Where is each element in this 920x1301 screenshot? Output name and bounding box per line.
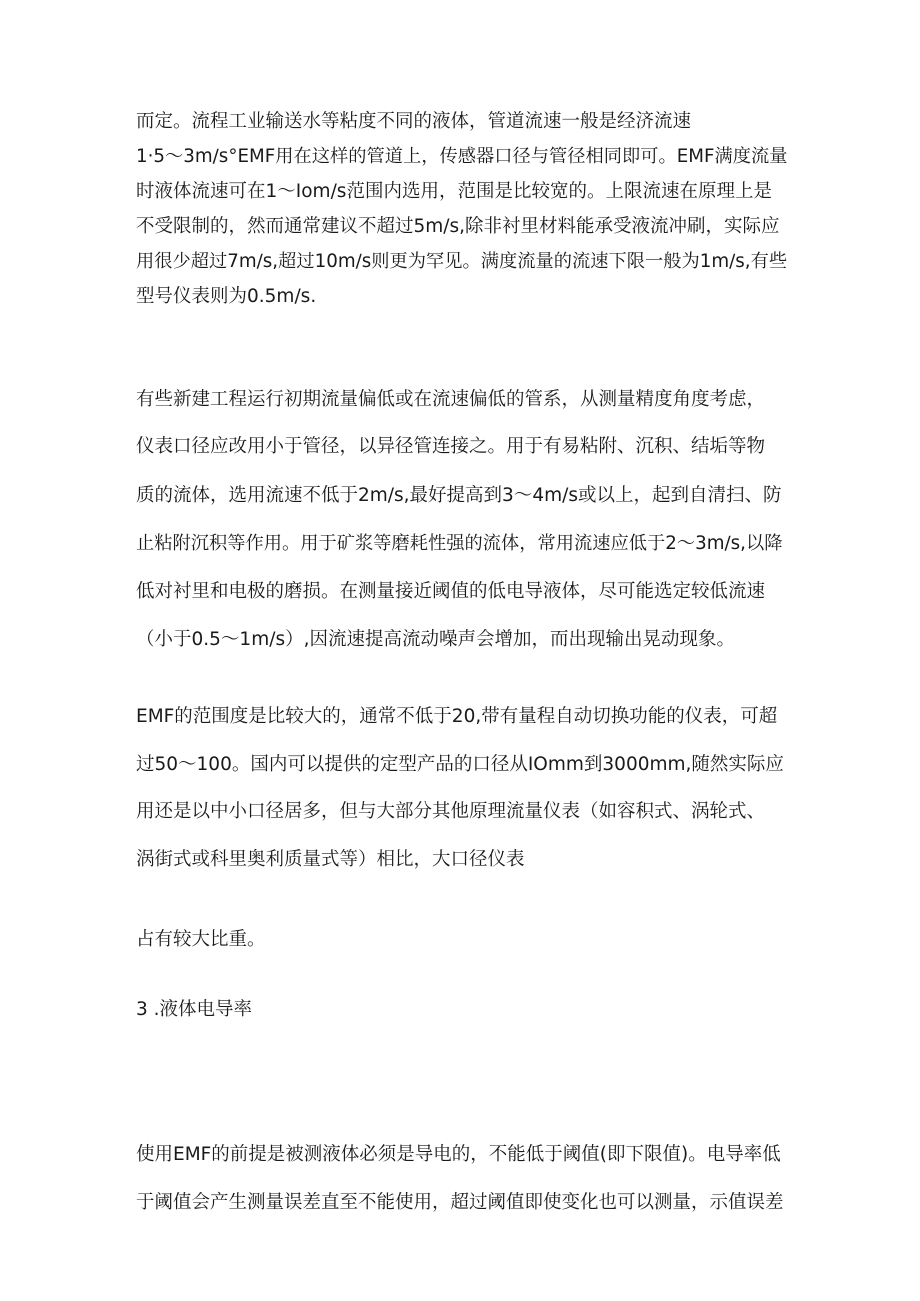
- paragraph-1-line-4: 不受限制的，然而通常建议不超过5m∕s,除非衬里材料能承受液流冲刷，实际应: [136, 216, 780, 237]
- paragraph-3-line-2: 过50～100。国内可以提供的定型产品的口径从IOmm到3000mm,随然实际应: [136, 754, 784, 775]
- paragraph-1-line-3: 时液体流速可在1～Iom/s范围内选用，范围是比较宽的。上限流速在原理上是: [136, 181, 772, 202]
- paragraph-2-line-2: 仪表口径应改用小于管径，以异径管连接之。用于有易粘附、沉积、结垢等物: [136, 436, 766, 457]
- paragraph-2-line-4: 止粘附沉积等作用。用于矿浆等磨耗性强的流体，常用流速应低于2～3m∕s,以降: [136, 533, 783, 554]
- paragraph-2-line-1: 有些新建工程运行初期流量偏低或在流速偏低的管系，从测量精度角度考虑，: [136, 389, 766, 410]
- paragraph-3-line-3: 用还是以中小口径居多，但与大部分其他原理流量仪表（如容积式、涡轮式、: [136, 801, 766, 822]
- paragraph-3-line-4: 涡街式或科里奥利质量式等）相比，大口径仪表: [136, 849, 525, 870]
- paragraph-2-line-5: 低对衬里和电极的磨损。在测量接近阈值的低电导液体，尽可能选定较低流速: [136, 581, 766, 602]
- paragraph-1-line-1: 而定。流程工业输送水等粘度不同的液体，管道流速一般是经济流速: [136, 111, 692, 132]
- paragraph-2-line-6: （小于0.5～1m∕s）,因流速提高流动噪声会增加，而出现输出晃动现象。: [136, 629, 735, 650]
- paragraph-5-line-1: 使用EMF的前提是被测液体必须是导电的，不能低于阈值(即下限值)。电导率低: [136, 1144, 781, 1165]
- paragraph-3-line-1: EMF的范围度是比较大的，通常不低于20,带有量程自动切换功能的仪表，可超: [136, 706, 778, 727]
- section-heading-3: 3 .液体电导率: [136, 999, 253, 1020]
- paragraph-1-line-6: 型号仪表则为0.5m∕s.: [136, 286, 317, 307]
- paragraph-4: 占有较大比重。: [136, 929, 266, 950]
- paragraph-1-line-2: 1·5～3m∕s°EMF用在这样的管道上，传感器口径与管径相同即可。EMF满度流量: [136, 146, 788, 167]
- paragraph-1-line-5: 用很少超过7m∕s,超过10m∕s则更为罕见。满度流量的流速下限一般为1m∕s,有些: [136, 251, 788, 272]
- paragraph-5-line-2: 于阈值会产生测量误差直至不能使用，超过阈值即使变化也可以测量，示值误差: [136, 1192, 784, 1213]
- paragraph-2-line-3: 质的流体，选用流速不低于2m∕s,最好提高到3～4m∕s或以上，起到自清扫、防: [136, 485, 782, 506]
